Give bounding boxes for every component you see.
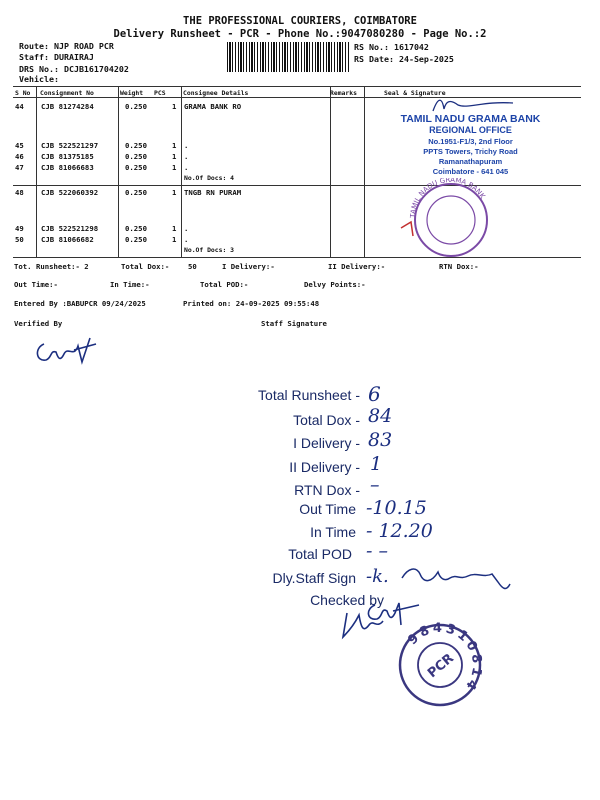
- route: Route: NJP ROAD PCR: [19, 41, 114, 51]
- round-bank-stamp: [395, 178, 505, 258]
- rs-number: RS No.: 1617042: [354, 42, 429, 52]
- vehicle: Vehicle:: [19, 74, 59, 84]
- delvy-points: Delvy Points:-: [304, 280, 366, 289]
- col-seal: Seal & Signature: [384, 89, 446, 97]
- entered-by: Entered By :BABUPCR 09/24/2025: [14, 299, 146, 308]
- total-dox-label: Total Dox:-: [121, 262, 170, 271]
- docs-count: No.Of Docs: 4: [184, 174, 235, 182]
- form-label-rtn-dox: RTN Dox -: [294, 482, 360, 498]
- staff-signature: Staff Signature: [261, 319, 327, 328]
- signature-icon: [428, 95, 518, 115]
- col-consignment: Consignment No: [40, 89, 94, 97]
- printed-on: Printed on: 24-09-2025 09:55:48: [183, 299, 320, 308]
- total-pod: Total POD:-: [200, 280, 249, 289]
- drs-number: DRS No.: DCJB161704202: [19, 64, 129, 74]
- col-weight: Weight: [120, 89, 144, 97]
- verified-by: Verified By: [14, 319, 63, 328]
- bank-address-2: PPTS Towers, Trichy Road: [423, 147, 518, 156]
- form-value: -10.15: [366, 497, 427, 519]
- form-value: 6: [368, 382, 381, 406]
- pcr-stamp-code: PCR: [424, 651, 457, 682]
- col-consignee: Consignee Details: [183, 89, 249, 97]
- bank-address-3: Ramanathapuram: [438, 157, 503, 166]
- company-title: THE PROFESSIONAL COURIERS, COIMBATORE: [183, 15, 417, 27]
- barcode: [227, 42, 349, 72]
- rs-date: RS Date: 24-Sep-2025: [354, 54, 454, 64]
- in-time: In Time:-: [110, 280, 150, 289]
- col-remarks: Remarks: [330, 89, 357, 97]
- form-label-in-time: In Time: [310, 524, 356, 540]
- bank-address-4: Coimbatore - 641 045: [432, 167, 509, 176]
- form-label-ii-delivery: II Delivery -: [289, 459, 360, 475]
- form-value: - –: [366, 540, 388, 562]
- col-sno: S No: [15, 89, 31, 97]
- runsheet-subtitle: Delivery Runsheet - PCR - Phone No.:9047080280 - Page No.:2: [113, 28, 487, 40]
- pcr-stamp-icon: [395, 620, 485, 710]
- form-label-staff-sign: Dly.Staff Sign: [272, 570, 356, 586]
- bank-address-1: No.1951-F1/3, 2nd Floor: [428, 137, 513, 146]
- form-value: –: [370, 474, 380, 496]
- bank-office: REGIONAL OFFICE: [429, 125, 512, 135]
- form-value: 83: [368, 429, 393, 451]
- round-stamp-icon: [395, 178, 505, 258]
- staff: Staff: DURAIRAJ: [19, 52, 94, 62]
- round-stamp-text: TAMIL NADU GRAMA BANK: [408, 178, 487, 219]
- form-label-out-time: Out Time: [299, 501, 356, 517]
- verifier-signature-icon: [30, 332, 100, 372]
- tot-runsheet: Tot. Runsheet:- 2: [14, 262, 89, 271]
- ii-delivery: II Delivery:-: [328, 262, 386, 271]
- bank-seal: [378, 95, 563, 185]
- col-pcs: PCS: [154, 89, 166, 97]
- form-value: -k.: [366, 566, 389, 587]
- form-label-i-delivery: I Delivery -: [293, 435, 360, 451]
- bank-name: TAMIL NADU GRAMA BANK: [400, 113, 541, 125]
- form-label-total-pod: Total POD: [288, 546, 352, 562]
- out-time: Out Time:-: [14, 280, 58, 289]
- pcr-stamp: [395, 620, 485, 710]
- form-label-checked-by: Checked by: [310, 592, 384, 608]
- docs-count: No.Of Docs: 3: [184, 246, 235, 254]
- i-delivery: I Delivery:-: [222, 262, 275, 271]
- form-value: - 12.20: [366, 520, 433, 542]
- pcr-stamp-number: 984310814: [405, 620, 485, 695]
- total-dox-value: 50: [188, 262, 197, 271]
- form-label-total-dox: Total Dox -: [293, 412, 360, 428]
- form-label-total-runsheet: Total Runsheet -: [258, 387, 360, 403]
- form-value: 1: [370, 453, 383, 475]
- form-value: 84: [368, 405, 393, 427]
- rtn-dox: RTN Dox:-: [439, 262, 479, 271]
